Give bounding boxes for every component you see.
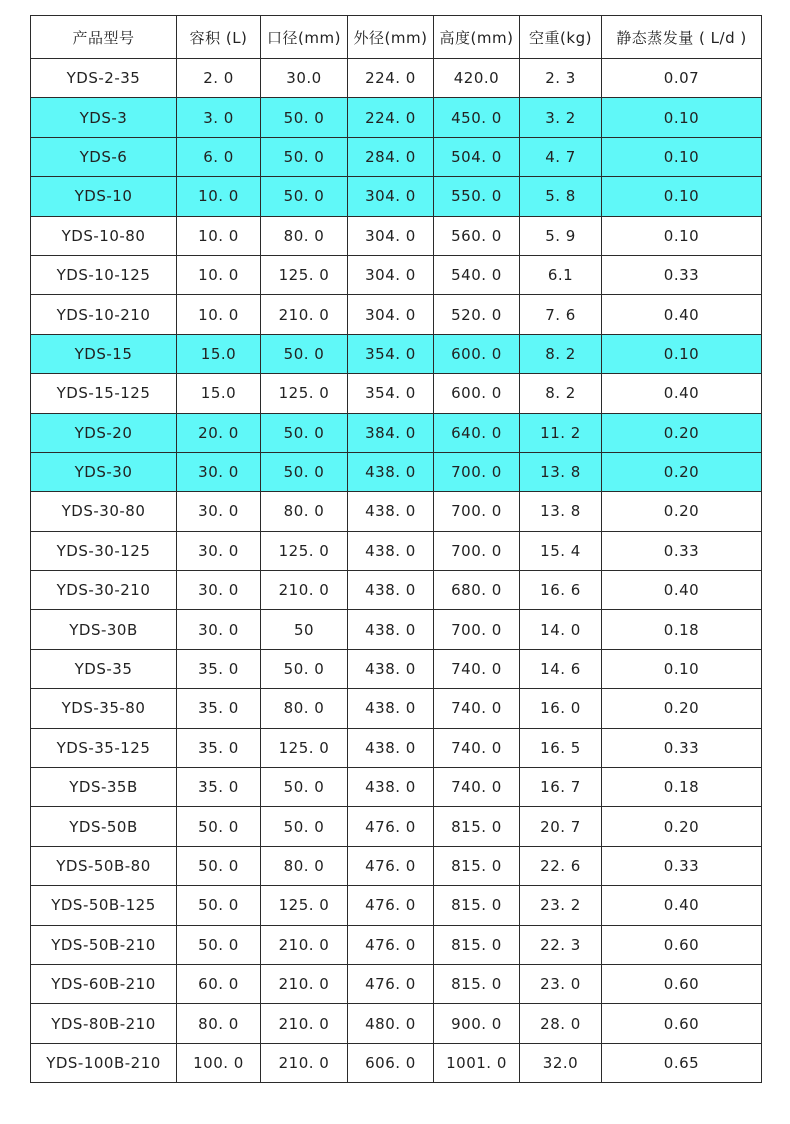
cell-height: 420.0 — [434, 59, 520, 98]
table-row — [31, 177, 762, 216]
cell-volume: 50. 0 — [177, 846, 261, 885]
header-volume: 容积 (L) — [177, 16, 261, 59]
cell-evaporation-rate: 0.40 — [602, 571, 762, 610]
table-row — [31, 768, 762, 807]
table-header-row — [31, 16, 762, 59]
cell-model: YDS-6 — [31, 137, 177, 176]
cell-volume: 35. 0 — [177, 728, 261, 767]
table-row — [31, 886, 762, 925]
cell-outer-diameter: 304. 0 — [348, 295, 434, 334]
cell-evaporation-rate: 0.10 — [602, 98, 762, 137]
cell-outer-diameter: 354. 0 — [348, 334, 434, 373]
cell-model: YDS-50B-125 — [31, 886, 177, 925]
cell-model: YDS-30-210 — [31, 571, 177, 610]
table-row — [31, 531, 762, 570]
cell-volume: 35. 0 — [177, 649, 261, 688]
cell-model: YDS-10-80 — [31, 216, 177, 255]
cell-evaporation-rate: 0.20 — [602, 413, 762, 452]
cell-empty-weight: 14. 6 — [520, 649, 602, 688]
cell-model: YDS-30B — [31, 610, 177, 649]
table-row — [31, 1004, 762, 1043]
cell-outer-diameter: 476. 0 — [348, 846, 434, 885]
cell-evaporation-rate: 0.07 — [602, 59, 762, 98]
cell-outer-diameter: 304. 0 — [348, 255, 434, 294]
table-row — [31, 98, 762, 137]
cell-height: 815. 0 — [434, 846, 520, 885]
cell-empty-weight: 3. 2 — [520, 98, 602, 137]
cell-empty-weight: 23. 0 — [520, 964, 602, 1003]
cell-height: 815. 0 — [434, 964, 520, 1003]
cell-model: YDS-2-35 — [31, 59, 177, 98]
product-spec-table — [30, 15, 762, 1083]
cell-outer-diameter: 354. 0 — [348, 374, 434, 413]
cell-model: YDS-30-80 — [31, 492, 177, 531]
cell-outer-diameter: 438. 0 — [348, 768, 434, 807]
cell-outer-diameter: 480. 0 — [348, 1004, 434, 1043]
cell-height: 520. 0 — [434, 295, 520, 334]
cell-height: 640. 0 — [434, 413, 520, 452]
cell-model: YDS-35-125 — [31, 728, 177, 767]
cell-empty-weight: 16. 6 — [520, 571, 602, 610]
cell-model: YDS-50B-210 — [31, 925, 177, 964]
cell-outer-diameter: 384. 0 — [348, 413, 434, 452]
cell-height: 740. 0 — [434, 728, 520, 767]
cell-evaporation-rate: 0.10 — [602, 177, 762, 216]
table-row — [31, 413, 762, 452]
cell-empty-weight: 32.0 — [520, 1043, 602, 1082]
header-height: 高度(mm) — [434, 16, 520, 59]
cell-evaporation-rate: 0.20 — [602, 807, 762, 846]
cell-volume: 30. 0 — [177, 492, 261, 531]
cell-neck-diameter: 50. 0 — [261, 177, 348, 216]
cell-evaporation-rate: 0.10 — [602, 649, 762, 688]
cell-outer-diameter: 224. 0 — [348, 98, 434, 137]
cell-height: 815. 0 — [434, 807, 520, 846]
cell-height: 740. 0 — [434, 689, 520, 728]
cell-height: 560. 0 — [434, 216, 520, 255]
header-model: 产品型号 — [31, 16, 177, 59]
cell-height: 504. 0 — [434, 137, 520, 176]
cell-neck-diameter: 30.0 — [261, 59, 348, 98]
cell-model: YDS-60B-210 — [31, 964, 177, 1003]
cell-empty-weight: 8. 2 — [520, 334, 602, 373]
cell-model: YDS-20 — [31, 413, 177, 452]
cell-volume: 30. 0 — [177, 452, 261, 491]
cell-evaporation-rate: 0.33 — [602, 531, 762, 570]
table-row — [31, 492, 762, 531]
cell-empty-weight: 22. 6 — [520, 846, 602, 885]
cell-height: 600. 0 — [434, 334, 520, 373]
cell-neck-diameter: 80. 0 — [261, 846, 348, 885]
table-row — [31, 334, 762, 373]
cell-evaporation-rate: 0.10 — [602, 137, 762, 176]
cell-volume: 10. 0 — [177, 177, 261, 216]
cell-empty-weight: 13. 8 — [520, 492, 602, 531]
cell-height: 700. 0 — [434, 531, 520, 570]
cell-empty-weight: 11. 2 — [520, 413, 602, 452]
cell-evaporation-rate: 0.33 — [602, 846, 762, 885]
cell-neck-diameter: 210. 0 — [261, 1043, 348, 1082]
cell-volume: 35. 0 — [177, 689, 261, 728]
cell-outer-diameter: 438. 0 — [348, 649, 434, 688]
cell-volume: 6. 0 — [177, 137, 261, 176]
cell-height: 900. 0 — [434, 1004, 520, 1043]
cell-neck-diameter: 210. 0 — [261, 571, 348, 610]
cell-neck-diameter: 210. 0 — [261, 925, 348, 964]
cell-outer-diameter: 438. 0 — [348, 571, 434, 610]
cell-model: YDS-3 — [31, 98, 177, 137]
table-row — [31, 728, 762, 767]
cell-empty-weight: 22. 3 — [520, 925, 602, 964]
table-row — [31, 649, 762, 688]
cell-volume: 30. 0 — [177, 531, 261, 570]
cell-evaporation-rate: 0.60 — [602, 964, 762, 1003]
cell-outer-diameter: 304. 0 — [348, 216, 434, 255]
cell-neck-diameter: 50. 0 — [261, 807, 348, 846]
cell-evaporation-rate: 0.18 — [602, 768, 762, 807]
cell-volume: 50. 0 — [177, 807, 261, 846]
table-row — [31, 295, 762, 334]
header-neck-diameter: 口径(mm) — [261, 16, 348, 59]
cell-neck-diameter: 125. 0 — [261, 531, 348, 570]
cell-outer-diameter: 476. 0 — [348, 886, 434, 925]
cell-neck-diameter: 125. 0 — [261, 255, 348, 294]
cell-evaporation-rate: 0.20 — [602, 492, 762, 531]
cell-height: 540. 0 — [434, 255, 520, 294]
cell-height: 450. 0 — [434, 98, 520, 137]
cell-volume: 10. 0 — [177, 255, 261, 294]
cell-evaporation-rate: 0.20 — [602, 452, 762, 491]
cell-volume: 30. 0 — [177, 610, 261, 649]
cell-model: YDS-30-125 — [31, 531, 177, 570]
cell-height: 680. 0 — [434, 571, 520, 610]
cell-model: YDS-15-125 — [31, 374, 177, 413]
header-evaporation-rate: 静态蒸发量 ( L/d ) — [602, 16, 762, 59]
cell-empty-weight: 16. 7 — [520, 768, 602, 807]
cell-empty-weight: 16. 0 — [520, 689, 602, 728]
cell-neck-diameter: 50. 0 — [261, 768, 348, 807]
cell-neck-diameter: 210. 0 — [261, 295, 348, 334]
cell-volume: 35. 0 — [177, 768, 261, 807]
cell-outer-diameter: 476. 0 — [348, 925, 434, 964]
table-row — [31, 846, 762, 885]
cell-model: YDS-10 — [31, 177, 177, 216]
cell-height: 700. 0 — [434, 492, 520, 531]
cell-outer-diameter: 224. 0 — [348, 59, 434, 98]
cell-empty-weight: 6.1 — [520, 255, 602, 294]
cell-model: YDS-35 — [31, 649, 177, 688]
cell-outer-diameter: 438. 0 — [348, 689, 434, 728]
table-row — [31, 255, 762, 294]
cell-neck-diameter: 80. 0 — [261, 216, 348, 255]
cell-volume: 50. 0 — [177, 925, 261, 964]
cell-empty-weight: 13. 8 — [520, 452, 602, 491]
table-row — [31, 452, 762, 491]
cell-model: YDS-10-125 — [31, 255, 177, 294]
cell-empty-weight: 16. 5 — [520, 728, 602, 767]
cell-neck-diameter: 210. 0 — [261, 964, 348, 1003]
cell-volume: 20. 0 — [177, 413, 261, 452]
cell-height: 740. 0 — [434, 649, 520, 688]
cell-empty-weight: 4. 7 — [520, 137, 602, 176]
cell-neck-diameter: 210. 0 — [261, 1004, 348, 1043]
cell-empty-weight: 5. 9 — [520, 216, 602, 255]
cell-empty-weight: 8. 2 — [520, 374, 602, 413]
cell-neck-diameter: 50. 0 — [261, 413, 348, 452]
cell-volume: 80. 0 — [177, 1004, 261, 1043]
cell-empty-weight: 15. 4 — [520, 531, 602, 570]
cell-outer-diameter: 606. 0 — [348, 1043, 434, 1082]
cell-height: 815. 0 — [434, 886, 520, 925]
cell-empty-weight: 2. 3 — [520, 59, 602, 98]
cell-evaporation-rate: 0.20 — [602, 689, 762, 728]
cell-volume: 100. 0 — [177, 1043, 261, 1082]
cell-volume: 2. 0 — [177, 59, 261, 98]
cell-model: YDS-100B-210 — [31, 1043, 177, 1082]
cell-height: 815. 0 — [434, 925, 520, 964]
cell-neck-diameter: 125. 0 — [261, 728, 348, 767]
cell-neck-diameter: 125. 0 — [261, 886, 348, 925]
cell-neck-diameter: 50 — [261, 610, 348, 649]
cell-height: 550. 0 — [434, 177, 520, 216]
table-body — [31, 59, 762, 1083]
cell-model: YDS-30 — [31, 452, 177, 491]
cell-volume: 3. 0 — [177, 98, 261, 137]
cell-evaporation-rate: 0.65 — [602, 1043, 762, 1082]
cell-neck-diameter: 50. 0 — [261, 137, 348, 176]
cell-outer-diameter: 438. 0 — [348, 492, 434, 531]
table-row — [31, 137, 762, 176]
cell-model: YDS-50B-80 — [31, 846, 177, 885]
cell-model: YDS-35B — [31, 768, 177, 807]
cell-neck-diameter: 50. 0 — [261, 98, 348, 137]
cell-outer-diameter: 476. 0 — [348, 807, 434, 846]
cell-evaporation-rate: 0.10 — [602, 216, 762, 255]
cell-empty-weight: 23. 2 — [520, 886, 602, 925]
table-row — [31, 374, 762, 413]
table-row — [31, 807, 762, 846]
cell-volume: 30. 0 — [177, 571, 261, 610]
cell-empty-weight: 20. 7 — [520, 807, 602, 846]
cell-model: YDS-15 — [31, 334, 177, 373]
cell-outer-diameter: 476. 0 — [348, 964, 434, 1003]
cell-volume: 15.0 — [177, 374, 261, 413]
cell-neck-diameter: 80. 0 — [261, 492, 348, 531]
cell-empty-weight: 14. 0 — [520, 610, 602, 649]
table-row — [31, 59, 762, 98]
cell-outer-diameter: 284. 0 — [348, 137, 434, 176]
table-row — [31, 1043, 762, 1082]
table-row — [31, 964, 762, 1003]
cell-evaporation-rate: 0.40 — [602, 886, 762, 925]
table-row — [31, 571, 762, 610]
cell-empty-weight: 7. 6 — [520, 295, 602, 334]
table-row — [31, 610, 762, 649]
cell-neck-diameter: 50. 0 — [261, 452, 348, 491]
table-row — [31, 925, 762, 964]
cell-neck-diameter: 125. 0 — [261, 374, 348, 413]
cell-evaporation-rate: 0.60 — [602, 925, 762, 964]
cell-model: YDS-10-210 — [31, 295, 177, 334]
cell-neck-diameter: 50. 0 — [261, 649, 348, 688]
header-empty-weight: 空重(kg) — [520, 16, 602, 59]
table-row — [31, 689, 762, 728]
cell-outer-diameter: 304. 0 — [348, 177, 434, 216]
cell-model: YDS-50B — [31, 807, 177, 846]
cell-outer-diameter: 438. 0 — [348, 531, 434, 570]
cell-height: 600. 0 — [434, 374, 520, 413]
cell-height: 700. 0 — [434, 610, 520, 649]
cell-evaporation-rate: 0.10 — [602, 334, 762, 373]
cell-outer-diameter: 438. 0 — [348, 610, 434, 649]
cell-model: YDS-35-80 — [31, 689, 177, 728]
header-outer-diameter: 外径(mm) — [348, 16, 434, 59]
cell-empty-weight: 28. 0 — [520, 1004, 602, 1043]
cell-evaporation-rate: 0.18 — [602, 610, 762, 649]
cell-evaporation-rate: 0.60 — [602, 1004, 762, 1043]
cell-model: YDS-80B-210 — [31, 1004, 177, 1043]
cell-height: 700. 0 — [434, 452, 520, 491]
cell-outer-diameter: 438. 0 — [348, 452, 434, 491]
cell-outer-diameter: 438. 0 — [348, 728, 434, 767]
cell-neck-diameter: 80. 0 — [261, 689, 348, 728]
cell-evaporation-rate: 0.40 — [602, 374, 762, 413]
cell-height: 740. 0 — [434, 768, 520, 807]
cell-evaporation-rate: 0.40 — [602, 295, 762, 334]
cell-neck-diameter: 50. 0 — [261, 334, 348, 373]
cell-volume: 50. 0 — [177, 886, 261, 925]
cell-height: 1001. 0 — [434, 1043, 520, 1082]
cell-volume: 10. 0 — [177, 295, 261, 334]
table-row — [31, 216, 762, 255]
cell-evaporation-rate: 0.33 — [602, 255, 762, 294]
cell-volume: 10. 0 — [177, 216, 261, 255]
cell-evaporation-rate: 0.33 — [602, 728, 762, 767]
cell-volume: 60. 0 — [177, 964, 261, 1003]
cell-empty-weight: 5. 8 — [520, 177, 602, 216]
cell-volume: 15.0 — [177, 334, 261, 373]
